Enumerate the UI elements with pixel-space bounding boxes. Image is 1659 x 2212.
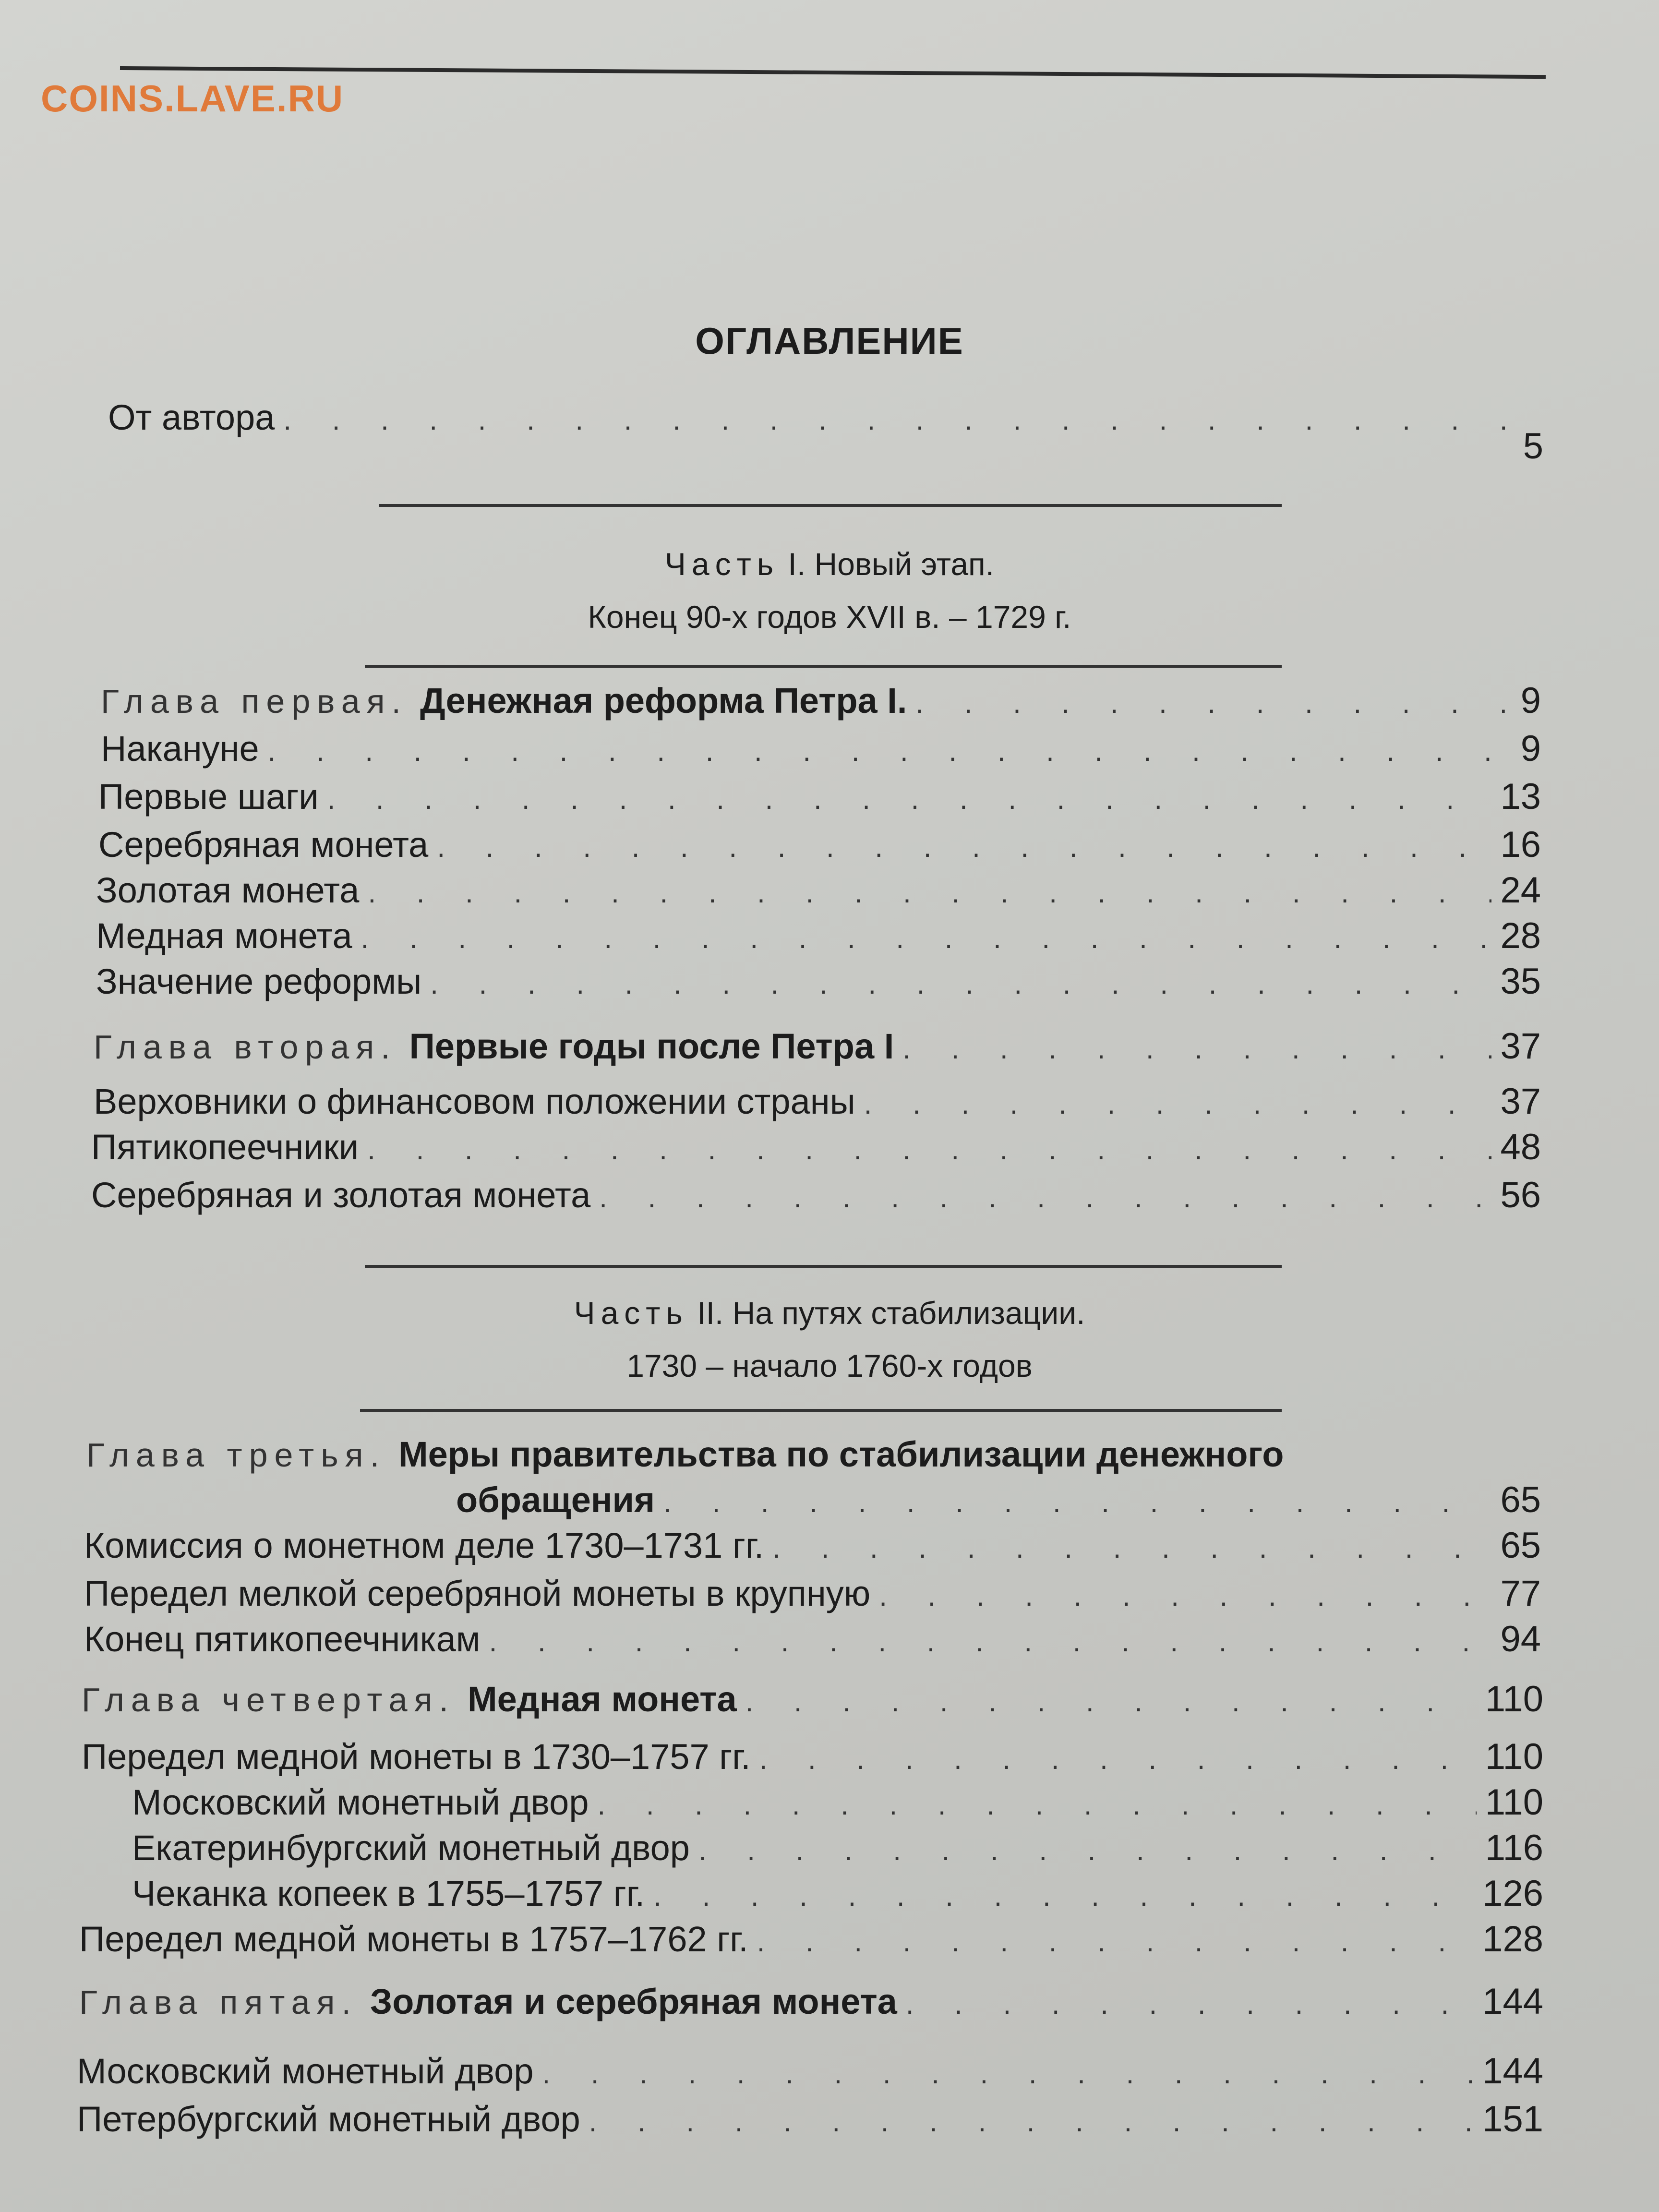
toc-subentry	[132, 1824, 1543, 1875]
chapter-title: Золотая и серебряная монета	[370, 1982, 897, 2021]
toc-page-number: 116	[1485, 1827, 1543, 1868]
dot-leader	[589, 2098, 1474, 2146]
site-watermark: COINS.LAVE.RU	[41, 77, 344, 120]
toc-entry	[94, 1078, 1541, 1128]
dot-leader	[368, 869, 1491, 917]
dot-leader	[902, 1025, 1491, 1073]
toc-page-number: 126	[1482, 1873, 1543, 1914]
toc-page-number: 37	[1500, 1026, 1541, 1067]
toc-page-number: 56	[1500, 1175, 1541, 1215]
toc-entry-label: Екатеринбургский монетный двор	[132, 1828, 690, 1868]
toc-page-number: 77	[1500, 1573, 1541, 1614]
toc-entry-from-author	[108, 394, 1543, 467]
chapter-prefix: Глава пятая.	[79, 1984, 358, 2021]
toc-page-number: 144	[1482, 2051, 1543, 2092]
toc-entry-label: Первые шаги	[98, 777, 319, 817]
dot-leader	[906, 1980, 1474, 2028]
toc-page-number: 5	[1523, 426, 1543, 467]
toc-entry-label: Передел мелкой серебряной монеты в крупную	[84, 1574, 871, 1613]
dot-leader	[542, 2050, 1474, 2098]
dot-leader	[327, 775, 1492, 823]
dot-leader	[437, 823, 1491, 871]
toc-chapter-3-continued	[456, 1476, 1541, 1527]
part-title: II. На путях стабилизации.	[697, 1295, 1085, 1331]
toc-page-number: 110	[1485, 1679, 1543, 1719]
toc-entry-label: Передел медной монеты в 1730–1757 гг.	[82, 1737, 751, 1777]
toc-chapter-4	[82, 1675, 1543, 1726]
toc-entry-label: Серебряная монета	[98, 825, 429, 865]
chapter-title: Первые годы после Петра I	[409, 1026, 894, 1066]
part-prefix: Часть	[574, 1295, 688, 1331]
toc-entry	[96, 912, 1541, 962]
toc-chapter-3	[86, 1431, 1541, 1479]
toc-entry-label: Чеканка копеек в 1755–1757 гг.	[132, 1874, 645, 1913]
dot-leader	[489, 1618, 1492, 1666]
toc-page-number: 28	[1500, 915, 1541, 956]
toc-entry	[77, 2095, 1543, 2146]
toc-entry	[98, 821, 1541, 871]
dot-leader	[698, 1827, 1477, 1875]
toc-entry-label: Комиссия о монетном деле 1730–1731 гг.	[84, 1526, 764, 1565]
toc-page-number: 151	[1482, 2099, 1543, 2140]
dot-leader	[653, 1872, 1474, 1920]
toc-page-number: 65	[1500, 1525, 1541, 1566]
toc-entry	[101, 725, 1541, 775]
part-title: I. Новый этап.	[788, 546, 995, 582]
dot-leader	[879, 1572, 1491, 1620]
toc-chapter-1	[101, 677, 1541, 727]
toc-entry-label: Московский монетный двор	[132, 1782, 589, 1822]
toc-entry-label: Московский монетный двор	[77, 2051, 534, 2091]
toc-entry-label: Пятикопеечники	[91, 1127, 359, 1167]
chapter-title: Медная монета	[467, 1679, 737, 1719]
section-divider	[365, 1265, 1282, 1268]
toc-entry-label: Накануне	[101, 729, 259, 769]
section-divider	[379, 504, 1282, 507]
toc-entry	[96, 958, 1541, 1008]
toc-page-number: 65	[1500, 1479, 1541, 1520]
chapter-prefix: Глава четвертая.	[82, 1681, 455, 1719]
chapter-title-continued: обращения	[456, 1480, 655, 1520]
toc-subentry	[132, 1870, 1543, 1920]
toc-page-number: 35	[1500, 961, 1541, 1002]
dot-leader	[745, 1678, 1477, 1726]
dot-leader	[283, 396, 1514, 444]
toc-entry	[91, 1123, 1541, 1174]
toc-entry-label: Передел медной монеты в 1757–1762 гг.	[79, 1919, 748, 1959]
toc-page-number: 144	[1482, 1981, 1543, 2022]
dot-leader	[599, 1174, 1491, 1222]
chapter-heading	[79, 1978, 897, 2026]
toc-entry	[84, 1570, 1541, 1620]
toc-entry-label: Конец пятикопеечникам	[84, 1619, 481, 1659]
dot-leader	[430, 960, 1491, 1008]
part-2-heading	[0, 1286, 1659, 1339]
chapter-prefix: Глава вторая.	[94, 1028, 397, 1066]
chapter-prefix: Глава третья.	[86, 1436, 386, 1474]
chapter-heading	[101, 677, 907, 725]
toc-entry	[84, 1522, 1541, 1572]
toc-entry-label: Медная монета	[96, 916, 352, 956]
section-divider	[360, 1409, 1282, 1412]
toc-page-number: 37	[1500, 1081, 1541, 1122]
dot-leader	[663, 1479, 1491, 1527]
toc-chapter-2	[94, 1022, 1541, 1073]
chapter-heading	[86, 1431, 1284, 1479]
dot-leader	[598, 1781, 1477, 1829]
toc-entry	[98, 773, 1541, 823]
toc-chapter-5	[79, 1978, 1543, 2028]
toc-entry-label: Серебряная и золотая монета	[91, 1175, 591, 1215]
dot-leader	[367, 1126, 1491, 1174]
toc-page-number: 9	[1520, 680, 1541, 721]
toc-entry	[84, 1615, 1541, 1666]
dot-leader	[915, 679, 1512, 727]
toc-page-number: 24	[1500, 870, 1541, 911]
toc-entry	[91, 1171, 1541, 1222]
toc-entry	[96, 866, 1541, 917]
toc-entry-label: Петербургский монетный двор	[77, 2099, 580, 2139]
toc-page-number: 13	[1500, 776, 1541, 817]
toc-entry	[77, 2047, 1543, 2098]
dot-leader	[757, 1918, 1474, 1966]
part-1-subtitle: Конец 90-х годов XVII в. – 1729 г.	[588, 599, 1071, 635]
chapter-prefix: Глава первая.	[101, 683, 408, 720]
toc-entry	[79, 1915, 1543, 1966]
section-divider	[365, 665, 1282, 668]
chapter-title: Меры правительства по стабилизации денежного	[398, 1434, 1284, 1474]
part-2-subtitle: 1730 – начало 1760-х годов	[626, 1348, 1033, 1383]
toc-entry-label: Верховники о финансовом положении страны	[94, 1082, 855, 1121]
dot-leader	[268, 727, 1512, 775]
part-1-heading	[0, 538, 1659, 590]
dot-leader	[772, 1524, 1491, 1572]
dot-leader	[759, 1735, 1477, 1783]
toc-page-number: 16	[1500, 824, 1541, 865]
page-title: ОГЛАВЛЕНИЕ	[695, 320, 964, 362]
toc-page-number: 9	[1520, 728, 1541, 769]
toc-entry	[82, 1733, 1543, 1783]
toc-subentry	[132, 1779, 1543, 1829]
toc-entry-label: От автора	[108, 397, 275, 437]
toc-page-number: 94	[1500, 1619, 1541, 1659]
chapter-heading	[94, 1022, 894, 1071]
dot-leader	[864, 1080, 1492, 1128]
toc-entry-label: Значение реформы	[96, 962, 422, 1001]
part-prefix: Часть	[664, 546, 780, 582]
dot-leader	[361, 914, 1492, 962]
chapter-heading	[82, 1675, 737, 1724]
toc-entry-label: Золотая монета	[96, 870, 360, 910]
toc-page-number: 110	[1485, 1782, 1543, 1823]
toc-page-number: 110	[1485, 1736, 1543, 1777]
toc-page-number: 48	[1500, 1127, 1541, 1167]
toc-page-number: 128	[1482, 1919, 1543, 1960]
chapter-title: Денежная реформа Петра I.	[420, 681, 907, 721]
